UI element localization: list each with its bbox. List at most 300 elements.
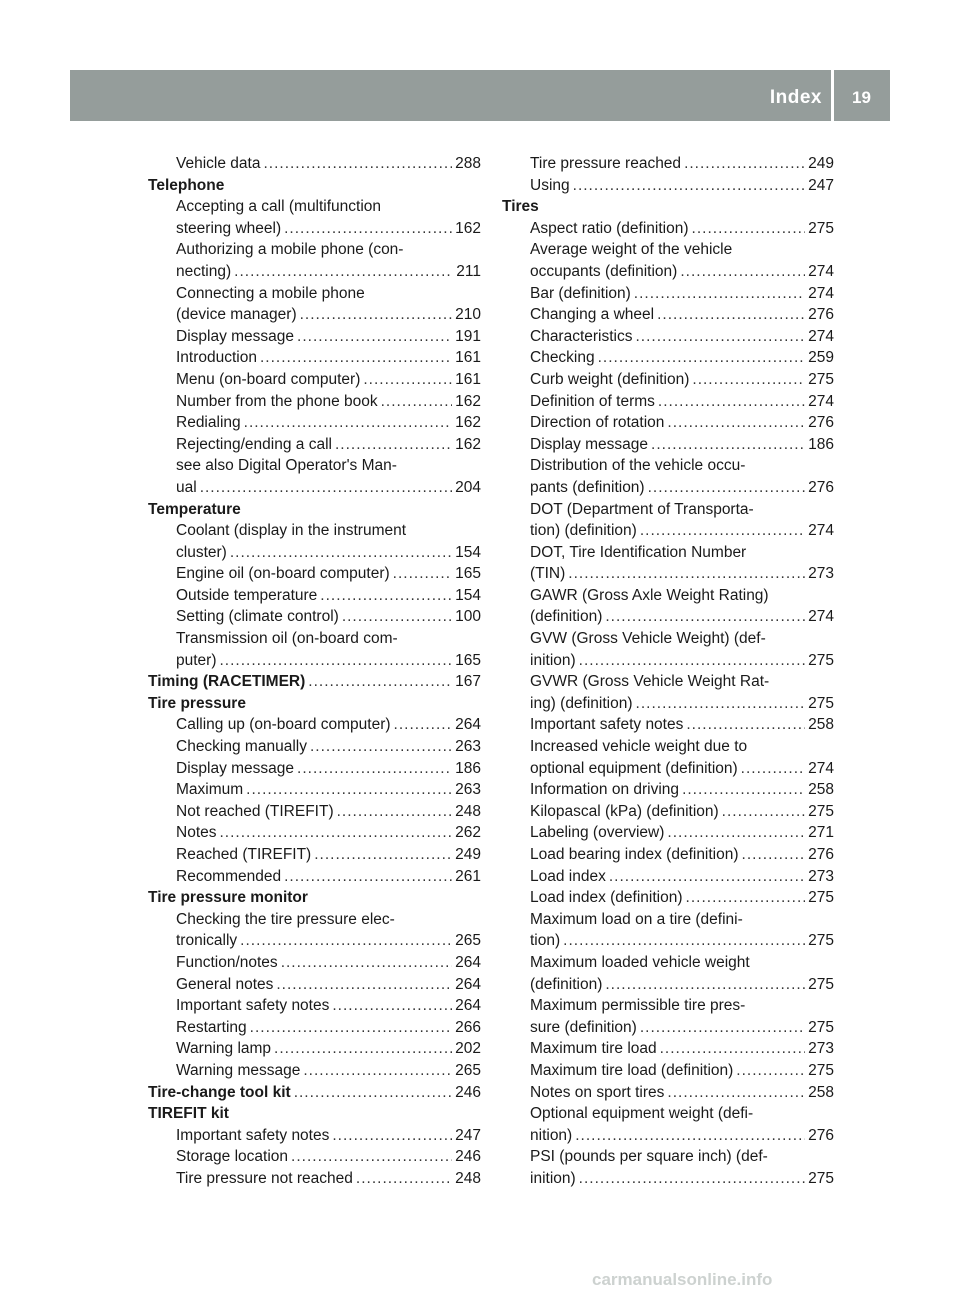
leader-dots	[640, 1017, 805, 1039]
entry-page-number: 246	[455, 1148, 481, 1166]
index-entry-continuation: Distribution of the vehicle occu-	[530, 457, 746, 475]
leader-dots	[640, 520, 805, 542]
leader-dots	[394, 714, 453, 736]
index-entry-continuation: Checking the tire pressure elec-	[176, 910, 395, 928]
entry-label: Function/notes	[176, 953, 278, 971]
entry-page-number: 258	[808, 716, 834, 734]
leader-dots	[667, 822, 805, 844]
leader-dots	[332, 1125, 452, 1147]
entry-label: Maximum tire load (definition)	[530, 1061, 734, 1079]
watermark: carmanualsonline.info	[592, 1270, 773, 1289]
leader-dots	[579, 1168, 805, 1190]
leader-dots	[568, 563, 805, 585]
entry-page-number: 248	[455, 802, 481, 820]
entry-label: Recommended	[176, 867, 282, 885]
index-entry	[148, 974, 481, 996]
index-entry	[148, 779, 481, 801]
index-entry	[502, 866, 834, 888]
entry-page-number: 249	[808, 155, 834, 172]
entry-label: Calling up (on-board computer)	[176, 716, 391, 734]
entry-label: Notes on sport tires	[530, 1083, 665, 1101]
index-entry	[502, 758, 834, 780]
entry-label: tion) (definition)	[530, 522, 637, 540]
entry-label: Outside temperature	[176, 586, 318, 604]
index-heading: Tires	[502, 198, 539, 216]
entry-page-number: 288	[455, 155, 481, 172]
entry-label: tion)	[530, 932, 561, 950]
entry-page-number: 204	[455, 478, 481, 496]
page-title: Index	[769, 87, 822, 108]
entry-page-number: 276	[808, 1126, 834, 1144]
index-entry	[148, 606, 481, 628]
entry-label: Using	[530, 176, 570, 194]
entry-page-number: 275	[808, 802, 834, 820]
leader-dots	[303, 1060, 452, 1082]
index-heading: Tire pressure	[148, 694, 246, 712]
entry-label: Setting (climate control)	[176, 608, 339, 626]
entry-label: ing) (definition)	[530, 694, 633, 712]
entry-label: Engine oil (on-board computer)	[176, 565, 390, 583]
entry-page-number: 264	[455, 953, 481, 971]
index-entry-continuation: GVWR (Gross Vehicle Weight Rat-	[530, 673, 770, 691]
leader-dots	[634, 283, 805, 305]
leader-dots	[234, 261, 453, 283]
entry-page-number: 276	[808, 478, 834, 496]
index-entry	[148, 304, 481, 326]
entry-page-number: 258	[808, 1083, 834, 1101]
entry-label: General notes	[176, 975, 274, 993]
index-entry	[148, 650, 481, 672]
leader-dots	[200, 477, 452, 499]
leader-dots	[220, 822, 453, 844]
leader-dots	[609, 866, 805, 888]
entry-label: Tire pressure reached	[530, 155, 682, 172]
entry-label: Introduction	[176, 349, 257, 367]
index-entry	[148, 736, 481, 758]
leader-dots	[284, 218, 452, 240]
index-entry	[502, 218, 834, 240]
leader-dots	[680, 261, 805, 283]
leader-dots	[648, 477, 806, 499]
index-entry	[148, 1017, 481, 1039]
entry-page-number: 274	[808, 522, 834, 540]
entry-label: Important safety notes	[530, 716, 684, 734]
entry-label: steering wheel)	[176, 219, 282, 237]
index-entry	[148, 542, 481, 564]
index-entry-continuation: Maximum load on a tire (defini-	[530, 910, 743, 928]
entry-label: (definition)	[530, 975, 603, 993]
index-entry	[148, 326, 481, 348]
entry-page-number: 162	[455, 414, 481, 432]
entry-label: Warning message	[176, 1061, 301, 1079]
index-entry	[148, 714, 481, 736]
index-entry	[148, 347, 481, 369]
entry-label: Restarting	[176, 1018, 247, 1036]
entry-page-number: 273	[808, 867, 834, 885]
leader-dots	[308, 671, 452, 693]
entry-label: Display message	[176, 327, 295, 345]
entry-label: Not reached (TIREFIT)	[176, 802, 334, 820]
index-entry	[502, 1060, 834, 1082]
entry-page-number: 274	[808, 759, 834, 777]
entry-page-number: 162	[455, 219, 481, 237]
entry-label: Tire pressure not reached	[176, 1169, 353, 1187]
leader-dots	[291, 1146, 452, 1168]
leader-dots	[300, 304, 453, 326]
index-entry-continuation: Transmission oil (on-board com-	[176, 630, 398, 648]
entry-page-number: 264	[455, 997, 481, 1015]
index-entry-continuation: Average weight of the vehicle	[530, 241, 733, 259]
leader-dots	[579, 650, 805, 672]
entry-page-number: 162	[455, 392, 481, 410]
entry-page-number: 246	[455, 1083, 481, 1101]
leader-dots	[263, 153, 452, 175]
leader-dots	[636, 693, 806, 715]
index-entry	[148, 1038, 481, 1060]
index-entry	[148, 844, 481, 866]
index-entry	[502, 1082, 834, 1104]
index-entry	[502, 369, 834, 391]
leader-dots	[692, 369, 805, 391]
entry-page-number: 191	[455, 327, 481, 345]
entry-page-number: 265	[455, 932, 481, 950]
entry-label: tronically	[176, 932, 238, 950]
leader-dots	[636, 326, 806, 348]
entry-page-number: 275	[808, 889, 834, 907]
entry-page-number: 274	[808, 392, 834, 410]
index-entry-continuation: DOT, Tire Identification Number	[530, 543, 747, 561]
entry-page-number: 258	[808, 781, 834, 799]
index-entry	[502, 304, 834, 326]
index-entry	[502, 326, 834, 348]
index-entry	[148, 866, 481, 888]
entry-label: Warning lamp	[176, 1040, 272, 1058]
leader-dots	[297, 758, 452, 780]
entry-label: Aspect ratio (definition)	[530, 219, 689, 237]
entry-page-number: 275	[808, 975, 834, 993]
index-entry	[502, 714, 834, 736]
entry-label: Definition of terms	[530, 392, 655, 410]
leader-dots	[240, 930, 452, 952]
index-entry	[502, 520, 834, 542]
index-entry	[148, 218, 481, 240]
leader-dots	[342, 606, 452, 628]
entry-page-number: 265	[455, 1061, 481, 1079]
leader-dots	[573, 175, 805, 197]
entry-page-number: 210	[455, 306, 481, 324]
index-entry	[502, 1017, 834, 1039]
entry-page-number: 273	[808, 1040, 834, 1058]
entry-label: Notes	[176, 824, 217, 842]
index-entry	[502, 930, 834, 952]
leader-dots	[684, 153, 805, 175]
index-entry	[148, 1146, 481, 1168]
leader-dots	[742, 844, 806, 866]
entry-page-number: 274	[808, 608, 834, 626]
leader-dots	[337, 801, 453, 823]
leader-dots	[250, 1017, 452, 1039]
entry-label: Rejecting/ending a call	[176, 435, 332, 453]
entry-label: Checking	[530, 349, 595, 367]
entry-page-number: 154	[455, 586, 481, 604]
entry-page-number: 274	[808, 284, 834, 302]
leader-dots	[682, 779, 805, 801]
entry-page-number: 275	[808, 694, 834, 712]
entry-label: pants (definition)	[530, 478, 645, 496]
index-entry-continuation: Optional equipment weight (defi-	[530, 1105, 754, 1123]
index-heading: TIREFIT kit	[148, 1105, 229, 1123]
entry-page-number: 162	[455, 435, 481, 453]
index-heading-entry	[148, 671, 481, 693]
entry-page-number: 261	[455, 867, 481, 885]
index-entry	[148, 563, 481, 585]
leader-dots	[605, 606, 805, 628]
entry-label: Maximum tire load	[530, 1040, 657, 1058]
entry-label: (definition)	[530, 608, 603, 626]
index-entry	[502, 822, 834, 844]
entry-label: Vehicle data	[176, 155, 261, 172]
leader-dots	[335, 434, 452, 456]
entry-label: puter)	[176, 651, 217, 669]
leader-dots	[563, 930, 805, 952]
entry-label: Reached (TIREFIT)	[176, 846, 312, 863]
entry-page-number: 276	[808, 846, 834, 863]
index-entry	[148, 758, 481, 780]
entry-label: (device manager)	[176, 306, 297, 324]
leader-dots	[722, 801, 805, 823]
entry-page-number: 211	[456, 262, 481, 280]
index-heading: Temperature	[148, 500, 241, 518]
leader-dots	[320, 585, 452, 607]
entry-label: Checking manually	[176, 738, 307, 756]
leader-dots	[246, 779, 452, 801]
entry-label: optional equipment (definition)	[530, 759, 738, 777]
leader-dots	[692, 218, 806, 240]
index-entry	[502, 477, 834, 499]
entry-page-number: 275	[808, 1169, 834, 1187]
leader-dots	[297, 326, 452, 348]
header-divider	[831, 70, 834, 121]
leader-dots	[363, 369, 452, 391]
entry-label: Information on driving	[530, 781, 680, 799]
index-entry-continuation: Increased vehicle weight due to	[530, 738, 748, 756]
leader-dots	[393, 563, 452, 585]
leader-dots	[598, 347, 806, 369]
index-entry-continuation: Accepting a call (multifunction	[176, 198, 382, 216]
index-entry-continuation: GAWR (Gross Axle Weight Rating)	[530, 586, 769, 604]
index-entry	[502, 153, 834, 175]
entry-page-number: 249	[455, 846, 481, 863]
entry-page-number: 186	[808, 435, 834, 453]
index-entry	[502, 283, 834, 305]
leader-dots	[314, 844, 452, 866]
entry-label: Menu (on-board computer)	[176, 370, 361, 388]
index-entry-continuation: Maximum permissible tire pres-	[530, 997, 746, 1015]
entry-page-number: 264	[455, 975, 481, 993]
leader-dots	[230, 542, 452, 564]
entry-page-number: 202	[455, 1040, 481, 1058]
entry-page-number: 275	[808, 370, 834, 388]
entry-label: Display message	[176, 759, 295, 777]
entry-label: occupants (definition)	[530, 262, 678, 280]
entry-label: Tire-change tool kit	[148, 1083, 291, 1101]
leader-dots	[741, 758, 805, 780]
entry-label: Timing (RACETIMER)	[148, 673, 306, 691]
entry-label: Kilopascal (kPa) (definition)	[530, 802, 719, 820]
leader-dots	[686, 714, 805, 736]
leader-dots	[356, 1168, 452, 1190]
leader-dots	[660, 1038, 806, 1060]
entry-page-number: 100	[455, 608, 481, 626]
leader-dots	[657, 304, 805, 326]
entry-page-number: 247	[455, 1126, 481, 1144]
entry-label: Curb weight (definition)	[530, 370, 690, 388]
leader-dots	[284, 866, 452, 888]
index-entry	[148, 391, 481, 413]
index-entry-continuation: Connecting a mobile phone	[176, 284, 365, 302]
leader-dots	[605, 974, 805, 996]
index-entry	[148, 952, 481, 974]
entry-label: inition)	[530, 651, 576, 669]
entry-page-number: 165	[455, 565, 481, 583]
index-entry-continuation: Maximum loaded vehicle weight	[530, 953, 750, 971]
index-entry	[148, 1125, 481, 1147]
entry-page-number: 275	[808, 1061, 834, 1079]
entry-page-number: 167	[455, 673, 481, 691]
index-entry	[502, 606, 834, 628]
leader-dots	[274, 1038, 452, 1060]
entry-page-number: 264	[455, 716, 481, 734]
index-entry	[502, 175, 834, 197]
index-entry-continuation: DOT (Department of Transporta-	[530, 500, 754, 518]
entry-page-number: 274	[808, 327, 834, 345]
index-entry	[502, 844, 834, 866]
leader-dots	[260, 347, 452, 369]
index-entry	[502, 391, 834, 413]
entry-label: Changing a wheel	[530, 306, 655, 324]
entry-page-number: 262	[455, 824, 481, 842]
entry-page-number: 273	[808, 565, 834, 583]
entry-page-number: 161	[455, 349, 481, 367]
index-entry	[148, 1060, 481, 1082]
index-heading-entry	[148, 1082, 481, 1104]
leader-dots	[281, 952, 452, 974]
entry-label: Maximum	[176, 781, 244, 799]
entry-page-number: 161	[455, 370, 481, 388]
entry-label: Load bearing index (definition)	[530, 846, 739, 863]
index-entry	[502, 650, 834, 672]
index-entry	[502, 563, 834, 585]
page-number: 19	[852, 88, 871, 107]
leader-dots	[658, 391, 805, 413]
entry-label: Important safety notes	[176, 997, 330, 1015]
entry-label: ual	[176, 478, 197, 496]
entry-page-number: 276	[808, 306, 834, 324]
entry-label: cluster)	[176, 543, 227, 561]
entry-label: (TIN)	[530, 565, 566, 583]
entry-label: Important safety notes	[176, 1126, 330, 1144]
leader-dots	[667, 412, 805, 434]
leader-dots	[736, 1060, 805, 1082]
entry-page-number: 274	[808, 262, 834, 280]
index-column-left	[148, 153, 481, 1190]
index-entry-continuation: Authorizing a mobile phone (con-	[176, 241, 404, 259]
index-entry	[502, 887, 834, 909]
index-entry-continuation: see also Digital Operator's Man-	[176, 457, 397, 475]
entry-label: inition)	[530, 1169, 576, 1187]
header-bar	[70, 70, 890, 121]
index-entry	[502, 434, 834, 456]
entry-page-number: 263	[455, 738, 481, 756]
entry-page-number: 275	[808, 932, 834, 950]
entry-page-number: 275	[808, 1018, 834, 1036]
entry-page-number: 275	[808, 219, 834, 237]
index-heading: Tire pressure monitor	[148, 889, 308, 907]
index-entry	[148, 412, 481, 434]
entry-label: necting)	[176, 262, 232, 280]
index-entry	[148, 930, 481, 952]
index-entry	[502, 1125, 834, 1147]
entry-label: Storage location	[176, 1148, 289, 1166]
entry-label: Load index	[530, 867, 606, 885]
index-heading: Telephone	[148, 176, 225, 194]
leader-dots	[220, 650, 453, 672]
entry-page-number: 154	[455, 543, 481, 561]
entry-label: Characteristics	[530, 327, 633, 345]
leader-dots	[667, 1082, 805, 1104]
index-entry	[502, 974, 834, 996]
index-entry	[502, 412, 834, 434]
leader-dots	[381, 391, 453, 413]
entry-label: Bar (definition)	[530, 284, 631, 302]
index-entry	[502, 1168, 834, 1190]
entry-page-number: 266	[455, 1018, 481, 1036]
entry-page-number: 275	[808, 651, 834, 669]
entry-label: Direction of rotation	[530, 414, 665, 432]
entry-label: Labeling (overview)	[530, 824, 665, 842]
leader-dots	[310, 736, 452, 758]
entry-page-number: 271	[808, 824, 834, 842]
entry-page-number: 259	[808, 349, 834, 367]
entry-label: Redialing	[176, 414, 241, 432]
leader-dots	[575, 1125, 805, 1147]
leader-dots	[686, 887, 806, 909]
entry-label: Display message	[530, 435, 649, 453]
index-entry-continuation: PSI (pounds per square inch) (def-	[530, 1148, 768, 1166]
index-entry	[148, 1168, 481, 1190]
index-entry	[502, 693, 834, 715]
index-entry	[502, 1038, 834, 1060]
entry-page-number: 186	[455, 759, 481, 777]
entry-page-number: 247	[808, 176, 834, 194]
leader-dots	[294, 1082, 452, 1104]
index-entry	[148, 801, 481, 823]
entry-label: nition)	[530, 1126, 573, 1144]
index-entry	[148, 477, 481, 499]
entry-page-number: 165	[455, 651, 481, 669]
index-entry	[148, 822, 481, 844]
index-entry	[502, 261, 834, 283]
index-entry-continuation: Coolant (display in the instrument	[176, 522, 407, 540]
leader-dots	[332, 995, 452, 1017]
index-entry	[148, 369, 481, 391]
entry-label: sure (definition)	[530, 1018, 637, 1036]
entry-page-number: 276	[808, 414, 834, 432]
index-entry	[502, 779, 834, 801]
index-entry	[502, 801, 834, 823]
index-entry-continuation: GVW (Gross Vehicle Weight) (def-	[530, 630, 766, 648]
leader-dots	[651, 434, 805, 456]
